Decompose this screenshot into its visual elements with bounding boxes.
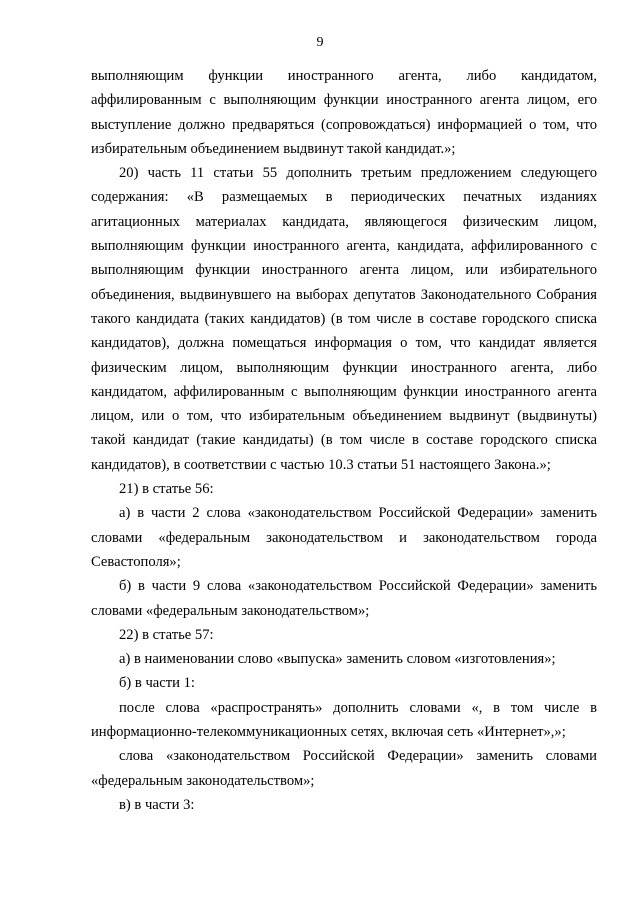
paragraph-continuation: выполняющим функции иностранного агента, либо кандидатом, аффилированным с выполняющим функции иностранного агента лицом, его выступление должно предваряться (сопровождаться) информацией о том, что избирательным объединением выдвинут такой кандидат.»; <box>91 68 597 157</box>
paragraph-item-22-c: в) в части 3: <box>119 796 195 813</box>
paragraph-item-22-b-2: слова «законодательством Российской Федерации» заменить словами «федеральным законодательством»; <box>91 748 597 789</box>
paragraph-item-20: 20) часть 11 статьи 55 дополнить третьим предложением следующего содержания: «В размещаемых в периодических печатных изданиях агитационных материалах кандидата, являющегося физическим лицом, выполняющим функции иностранного агента, кандидата, аффилированного с выполняющим функции иностранного агента лицом, или избирательного объединения, выдвинувшего на выборах депутатов Законодательного Собрания такого кандидата (таких кандидатов) (в том числе в составе городского списка кандидатов), должна помещаться информация о том, что кандидат является физическим лицом, выполняющим функции иностранного агента, либо кандидатом, аффилированным с выполняющим функции иностранного агента лицом, или о том, что избирательным объединением выдвинут (выдвинуты) такой кандидат (такие кандидаты) (в том числе в составе городского списка кандидатов), в соответствии с частью 10.3 статьи 51 настоящего Закона.»; <box>91 165 597 473</box>
paragraph-item-22: 22) в статье 57: <box>119 626 214 643</box>
paragraph-item-22-b-1: после слова «распространять» дополнить словами «, в том числе в информационно-телекоммуникационных сетях, включая сеть «Интернет»,»; <box>91 699 597 741</box>
paragraph-item-22-b: б) в части 1: <box>119 675 195 692</box>
paragraph-item-21-b: б) в части 9 слова «законодательством Российской Федерации» заменить словами «федеральным законодательством»; <box>91 578 597 619</box>
page-number: 9 <box>316 35 324 50</box>
paragraph-item-22-a: а) в наименовании слово «выпуска» заменить словом «изготовления»; <box>119 651 556 668</box>
document-body <box>91 64 597 817</box>
paragraph-item-21: 21) в статье 56: <box>119 481 214 498</box>
paragraph-item-21-a: а) в части 2 слова «законодательством Российской Федерации» заменить словами «федеральным законодательством и законодательством города Севастополя»; <box>91 505 597 570</box>
